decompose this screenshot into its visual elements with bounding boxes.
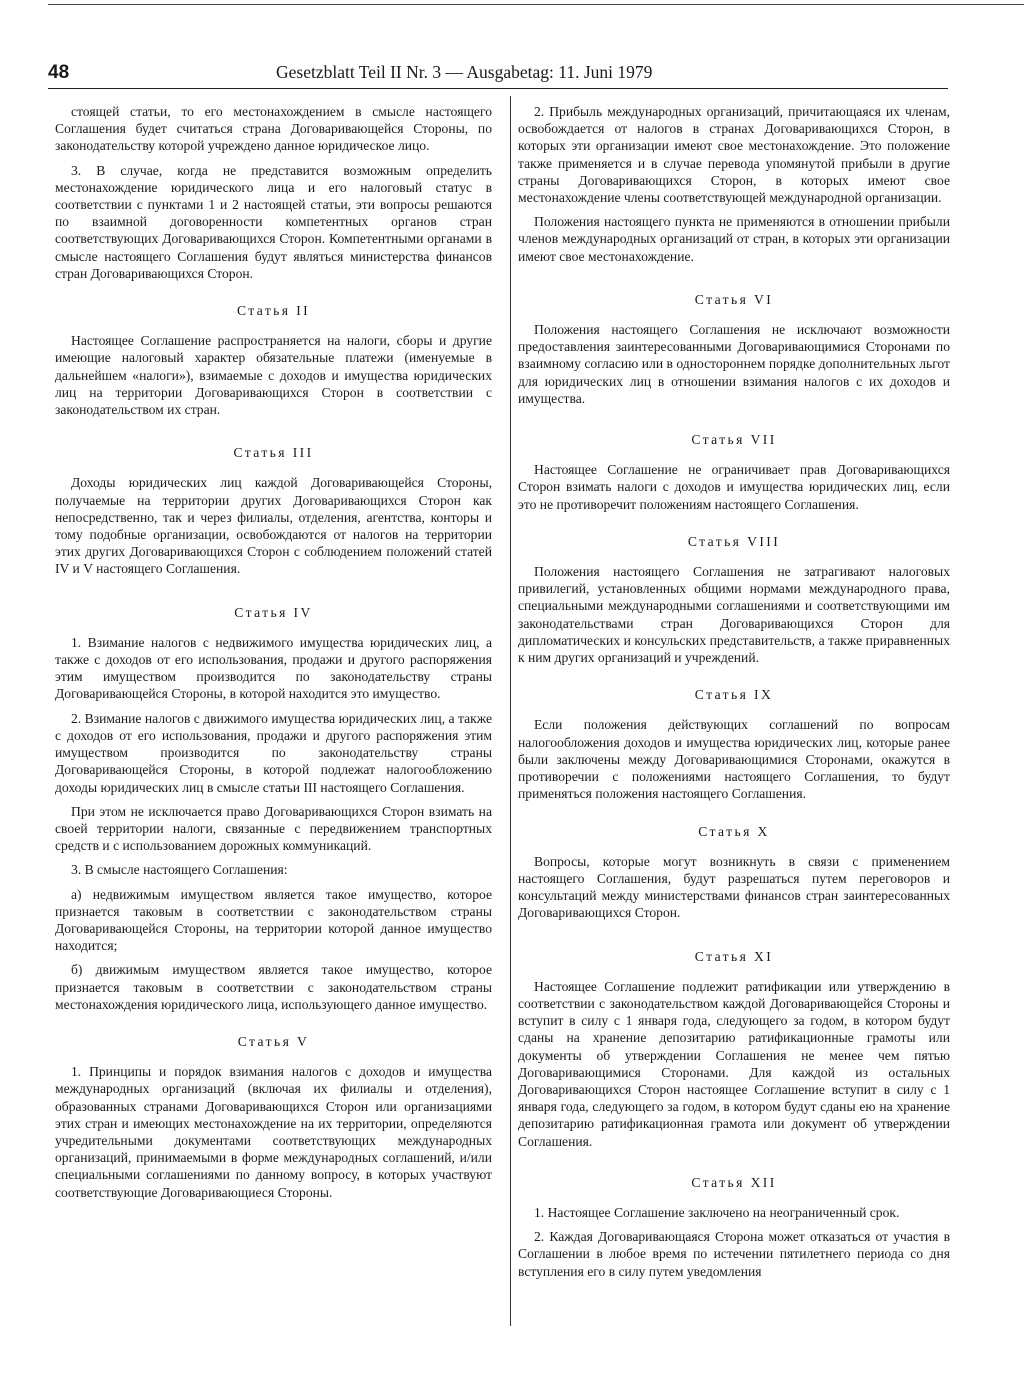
column-divider <box>510 96 511 1326</box>
left-column <box>55 103 492 1208</box>
article-heading-xi: Статья XI <box>694 948 774 964</box>
article-heading-iii: Статья III <box>233 445 314 461</box>
paragraph: Доходы юридических лиц каждой Договаривающейся Стороны, получаемые на территории других Договаривающихся Сторон как непосредственно, так и через филиалы, отделения, агентства, конторы и тому подобные организации, освобождаются от налогов на территории этих других Договаривающихся Сторон с соблюдением положений статей IV и V настоящего Соглашения. <box>55 475 492 577</box>
paragraph: 3. В случае, когда не представится возможным определить местонахождение юридического лица и его налоговый статус в соответствии с пунктами 1 и 2 настоящей статьи, эти вопросы решаются по взаимной договоренности компетентных органов стран соответствующих Договаривающихся Сторон. Компетентными органами в смысле настоящего Соглашения будут являться министерства финансов стран Договаривающихся Сторон. <box>55 162 492 281</box>
gazette-title: Gesetzblatt Teil II Nr. 3 — Ausgabetag: 11. Juni 1979 <box>276 62 653 82</box>
paragraph: Если положения действующих соглашений по вопросам налогообложения доходов и имущества юридических лиц, которые ранее были заключены между Договаривающимися Сторонами, окажутся в противоречии с положениями настоящего Соглашения, то будут применяться положения настоящего Соглашения. <box>518 717 950 802</box>
paragraph: а) недвижимым имуществом является такое имущество, которое признается таковым в соответствии с законодательством страны Договаривающейся Стороны, на территории которой данное имущество находится; <box>55 886 492 954</box>
article-heading-xii: Статья XII <box>691 1174 777 1190</box>
paragraph: Настоящее Соглашение подлежит ратификации или утверждению в соответствии с законодательством каждой Договаривающейся Стороны и вступит в силу с 1 января года, следующего за годом, в котором будут сданы на хранение депозитарию ратификационные грамоты или документы об утверждении Соглашения не менее чем пятью Договаривающимися Сторонами. Для каждой из остальных Договаривающихся Сторон настоящее Соглашение вступит в силу с 1 января года, следующего за годом, в котором будут сданы ею на хранение депозитарию ратификационная грамота или документ об утверждении Соглашения. <box>518 978 950 1149</box>
paragraph: стоящей статьи, то его местонахождением в смысле настоящего Соглашения будет считаться страна Договаривающейся Стороны, по законодательству которой учреждено данное юридическое лицо. <box>55 104 492 154</box>
paragraph: Вопросы, которые могут возникнуть в связи с применением настоящего Соглашения, будут разрешаться путем переговоров и консультаций между министерствами финансов стран заинтересованных Договаривающихся Сторон. <box>518 853 950 921</box>
paragraph: 1. Настоящее Соглашение заключено на неограниченный срок. <box>534 1204 900 1220</box>
paragraph: 2. Взимание налогов с движимого имущества юридических лиц, а также с доходов от его использования, продажи и другого распоряжения этим имуществом производится по законодательству страны Договаривающейся Стороны, в которой подлежат налогообложению доходы юридических лиц в смысле статьи III настоящего Соглашения. <box>55 710 492 795</box>
paragraph: 3. В смысле настоящего Соглашения: <box>71 862 288 878</box>
article-heading-x: Статья X <box>698 823 770 839</box>
article-heading-ii: Статья II <box>236 303 311 319</box>
paragraph: Настоящее Соглашение распространяется на налоги, сборы и другие имеющие налоговый характер обязательные платежи (именуемые в дальнейшем «налоги»), взимаемые с доходов и имущества юридических лиц на территории Договаривающихся Сторон в соответствии с законодательством их стран. <box>55 333 492 418</box>
paragraph: 2. Каждая Договаривающаяся Сторона может отказаться от участия в Соглашении в любое время по истечении пятилетнего периода со дня вступления его в силу путем уведомления <box>518 1229 950 1279</box>
paragraph: При этом не исключается право Договаривающихся Сторон взимать на своей территории налоги, связанные с передвижением транспортных средств и с использованием дорожных коммуникаций. <box>55 803 492 854</box>
paragraph: Настоящее Соглашение не ограничивает прав Договаривающихся Сторон взимать налоги с доходов и имущества юридических лиц, если это не противоречит положениям настоящего Соглашения. <box>518 462 950 512</box>
page-number: 48 <box>48 62 70 83</box>
paragraph: 1. Принципы и порядок взимания налогов с доходов и имущества международных организаций (включая их филиалы и отделения), образованных странами Договаривающихся Сторон или организациями этих стран и имеющих местонахождение на их территории, определяются учредительными документами соответствующих международных организаций, принимаемыми в форме международных соглашений, и/или специальными соглашениями по данному вопросу, в которых участвуют соответствующие Договаривающиеся Стороны. <box>55 1064 492 1200</box>
page-header <box>48 62 948 84</box>
article-heading-viii: Статья VIII <box>687 533 781 549</box>
paragraph: 1. Взимание налогов с недвижимого имущества юридических лиц, а также с доходов от его использования, продажи и другого распоряжения этим имуществом производится по законодательству страны Договаривающейся Стороны, в которой находится это имущество. <box>55 634 492 702</box>
paragraph: Положения настоящего Соглашения не исключают возможности предоставления заинтересованными Договаривающимися Сторонами по взаимному согласию или в одностороннем порядке дополнительных льгот для юридических лиц в отношении взимания налогов с их доходов и имущества. <box>518 322 950 406</box>
article-heading-vi: Статья VI <box>694 291 774 307</box>
paragraph: Положения настоящего Соглашения не затрагивают налоговых привилегий, установленных общими нормами международного права, специальными международными соглашениями и соответствующими им законодательствами стран Договаривающихся Сторон для дипломатических и консульских представительств, а также приравненных к ним других организаций и учреждений. <box>518 564 950 666</box>
article-heading-vii: Статья VII <box>691 432 777 448</box>
article-heading-ix: Статья IX <box>694 687 774 703</box>
paragraph: Положения настоящего пункта не применяются в отношении прибыли членов международных организаций от стран, в которых эти организации имеют свое местонахождение. <box>518 214 950 264</box>
right-column <box>518 103 950 1287</box>
article-heading-v: Статья V <box>237 1033 310 1049</box>
top-edge-rule <box>48 4 1024 5</box>
paragraph: б) движимым имуществом является такое имущество, которое признается таковым в соответствии с законодательством страны местонахождения юридического лица, использующего данное имущество. <box>55 962 492 1012</box>
header-rule <box>48 88 948 89</box>
article-heading-iv: Статья IV <box>234 604 313 620</box>
paragraph: 2. Прибыль международных организаций, причитающаяся их членам, освобождается от налогов в странах Договаривающихся Сторон, в которых эти организации имеют свое местонахождение. Это положение также применяется и в случае перевода упомянутой прибыли в другие страны Договаривающихся Сторон, в которых имеют свое местонахождение члены соответствующей международной организации. <box>518 104 950 206</box>
